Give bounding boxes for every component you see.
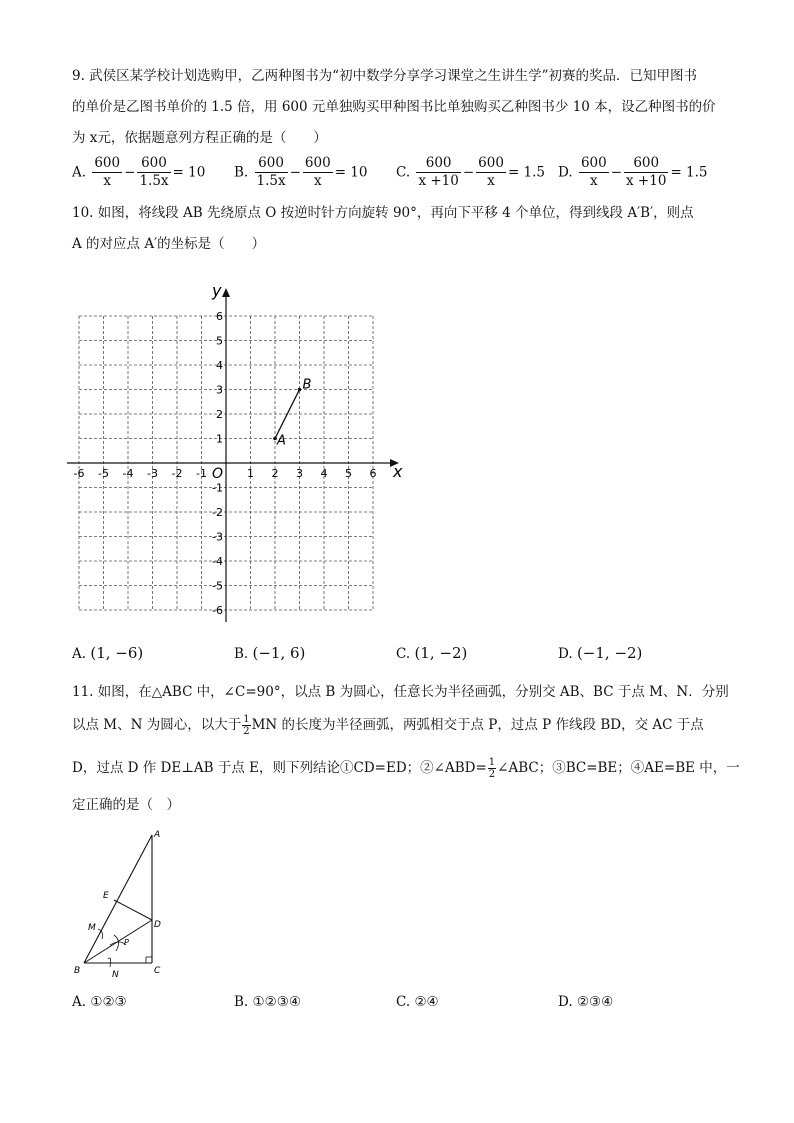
point-b [298,388,302,392]
label-d: D [154,920,161,930]
q11-option-b[interactable]: B. ①②③④ [234,994,301,1010]
q9-option-b[interactable]: B. $\frac{600}{1.5x}$ − $\frac{600}{x}$ = 10 [234,155,368,189]
label-c: C [154,966,161,976]
point-b-label: B [302,377,312,393]
half-fraction: $\frac{1}{2}$ [488,757,496,780]
q11-line-4: 定正确的是（ ） [72,797,180,813]
x-tick-label: 2 [271,467,279,480]
q9-line-3: 为 x元，依据题意列方程正确的是（ ） [72,130,327,146]
q10-option-b[interactable]: B. (−1, 6) [234,644,306,662]
label-a: A [154,830,161,840]
q11-line-3: D，过点 D 作 DE⊥AB 于点 E，则下列结论①CD=ED；②∠ABD= $\frac{1}{2}$ ∠ABC；③BC=BE；④AE=BE 中，一 [72,757,740,780]
x-tick-label: -2 [171,467,183,480]
origin-label: O [212,466,224,482]
label-p: P [124,938,129,947]
y-tick-label: 6 [216,310,223,323]
q9-option-d[interactable]: D. $\frac{600}{x}$ − $\frac{600}{x +10}$ = 1.5 [558,155,708,189]
q9-line-2: 的单价是乙图书单价的 1.5 倍，用 600 元单独购买甲种图书比单独购买乙种图书少 10 本，设乙种图书的价 [72,99,716,115]
x-tick-label: -6 [73,467,85,480]
q9-option-c[interactable]: C. $\frac{600}{x +10}$ − $\frac{600}{x}$ = 1.5 [396,155,546,189]
label-b: B [74,966,81,976]
q9-line-1: 9. 武侯区某学校计划选购甲，乙两种图书为“初中数学分享学习课堂之生讲生学”初赛的奖品．已知甲图书 [72,68,697,84]
q11-line-2: 以点 M、N 为圆心，以大于 $\frac{1}{2}$ MN 的长度为半径画弧，两弧相交于点 P，过点 P 作线段 BD，交 AC 于点 [72,714,704,737]
y-tick-label: 3 [216,383,223,397]
x-tick-label: 6 [369,467,377,480]
y-tick-label: -1 [212,481,223,495]
x-tick-label: -5 [98,467,109,480]
y-axis-arrow [222,288,230,297]
q10-option-d[interactable]: D. (−1, −2) [558,644,643,662]
q10-option-c[interactable]: C. (1, −2) [396,644,468,662]
x-tick-label: 3 [296,467,303,480]
y-tick-label: 2 [216,408,223,421]
q9-option-a[interactable]: A. $\frac{600}{x}$ − $\frac{600}{1.5x}$ = 10 [72,155,206,189]
x-axis-label: x [393,462,403,481]
y-tick-label: 4 [216,359,223,372]
q11-option-d[interactable]: D. ②③④ [558,994,614,1010]
x-tick-label: -3 [147,467,158,480]
axes [67,288,399,622]
label-m: M [88,923,96,933]
y-tick-label: -2 [212,506,223,519]
coordinate-graph [60,268,410,638]
segment-de [114,900,152,920]
y-axis-label: y [212,281,222,300]
q11-option-a[interactable]: A. ①②③ [72,994,127,1010]
x-tick-label: 4 [320,467,328,480]
y-tick-label: -3 [212,530,223,544]
y-tick-label: -6 [212,604,223,617]
x-tick-label: 1 [247,467,254,480]
x-tick-label: 5 [345,467,352,480]
y-tick-label: -5 [212,579,223,593]
q10-line-1: 10. 如图，将线段 AB 先绕原点 O 按逆时针方向旋转 90°，再向下平移 4 个单位，得到线段 A′B′，则点 [72,205,694,221]
label-n: N [112,970,119,980]
q11-option-c[interactable]: C. ②④ [396,994,439,1010]
q11-line-1: 11. 如图，在△ABC 中，∠C=90°，以点 B 为圆心，任意长为半径画弧，分别交 AB、BC 于点 M、N．分别 [72,684,729,700]
x-tick-label: -4 [122,467,134,480]
q10-line-2: A 的对应点 A′的坐标是（ ） [72,236,266,252]
half-fraction: $\frac{1}{2}$ [243,714,250,737]
x-tick-label: -1 [196,467,207,480]
y-tick-label: 1 [216,432,223,446]
label-e: E [103,891,109,901]
triangle-figure [70,825,180,983]
y-tick-label: -4 [212,555,223,568]
q10-option-a[interactable]: A. (1, −6) [72,644,144,662]
point-a-label: A [277,433,286,449]
y-tick-label: 5 [216,334,223,348]
side-ab [84,835,152,963]
